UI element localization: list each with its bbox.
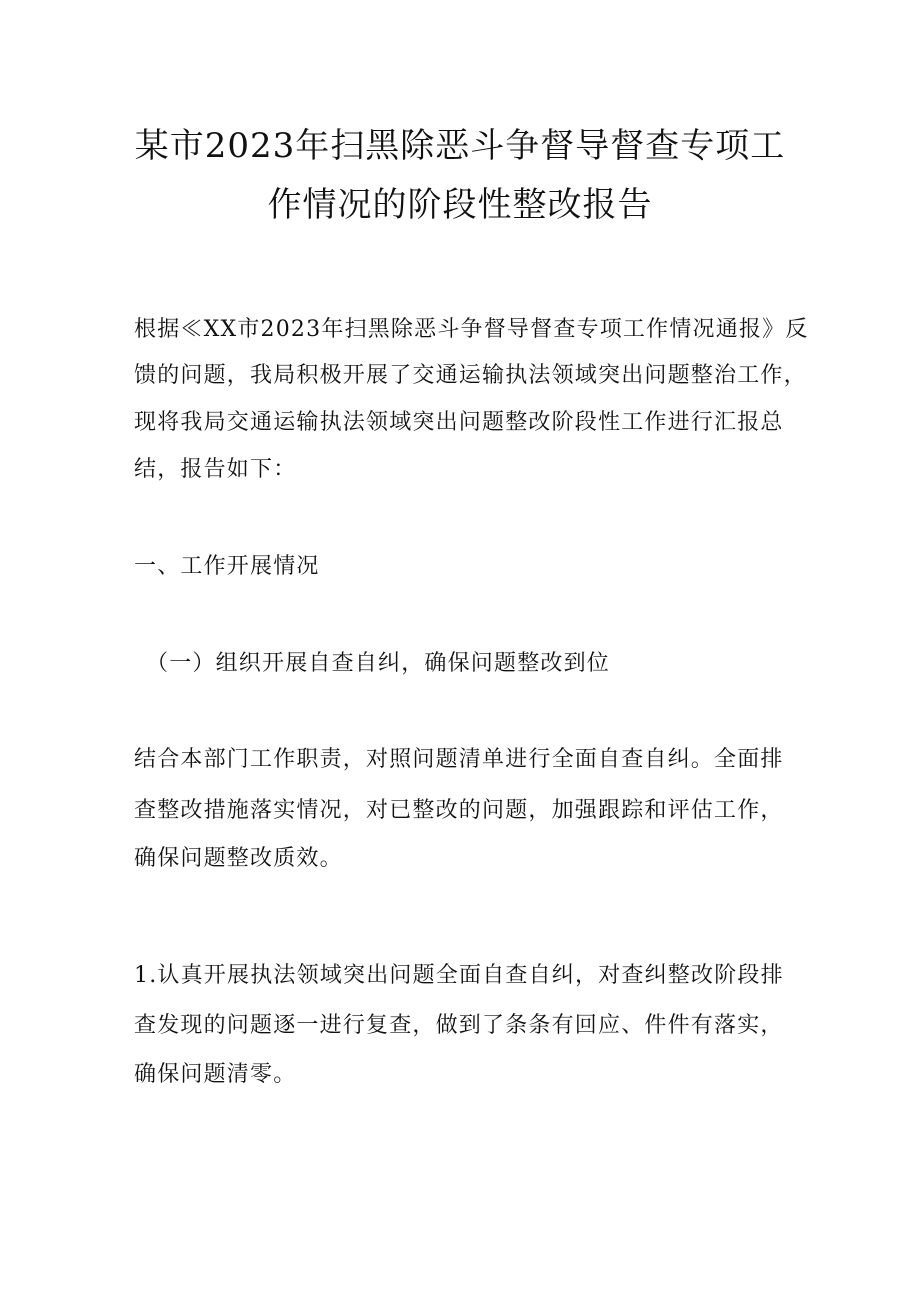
- paragraph-1-line-3: 确保问题整改质效。: [134, 846, 343, 871]
- section-heading-work-status: 一、工作开展情况: [134, 554, 320, 579]
- intro-line-4: 结，报告如下：: [134, 457, 297, 482]
- item-1-line-3: 确保问题清零。: [134, 1062, 297, 1087]
- document-title-line-2: 作情况的阶段性整改报告: [267, 185, 653, 225]
- intro-line-2: 馈的问题，我局积极开展了交通运输执法领域突出问题整治工作，: [134, 363, 807, 388]
- intro-line-3: 现将我局交通运输执法领域突出问题整改阶段性工作进行汇报总: [134, 410, 784, 435]
- document-title-line-1: 某市2023年扫黑除恶斗争督导督查专项工: [134, 126, 786, 166]
- intro-line-1: 根据≪XX市2023年扫黑除恶斗争督导督查专项工作情况通报》反: [134, 317, 809, 342]
- paragraph-1-line-1: 结合本部门工作职责，对照问题清单进行全面自查自纠。全面排: [134, 747, 784, 772]
- paragraph-1-line-2: 查整改措施落实情况，对已整改的问题，加强跟踪和评估工作，: [134, 798, 784, 823]
- item-1-line-2: 查发现的问题逐一进行复查，做到了条条有回应、件件有落实，: [134, 1013, 784, 1038]
- subsection-heading-self-inspection: （一）组织开展自查自纠，确保问题整改到位: [146, 651, 611, 676]
- item-1-line-1: 1.认真开展执法领域突出问题全面自查自纠，对查纠整改阶段排: [134, 963, 784, 988]
